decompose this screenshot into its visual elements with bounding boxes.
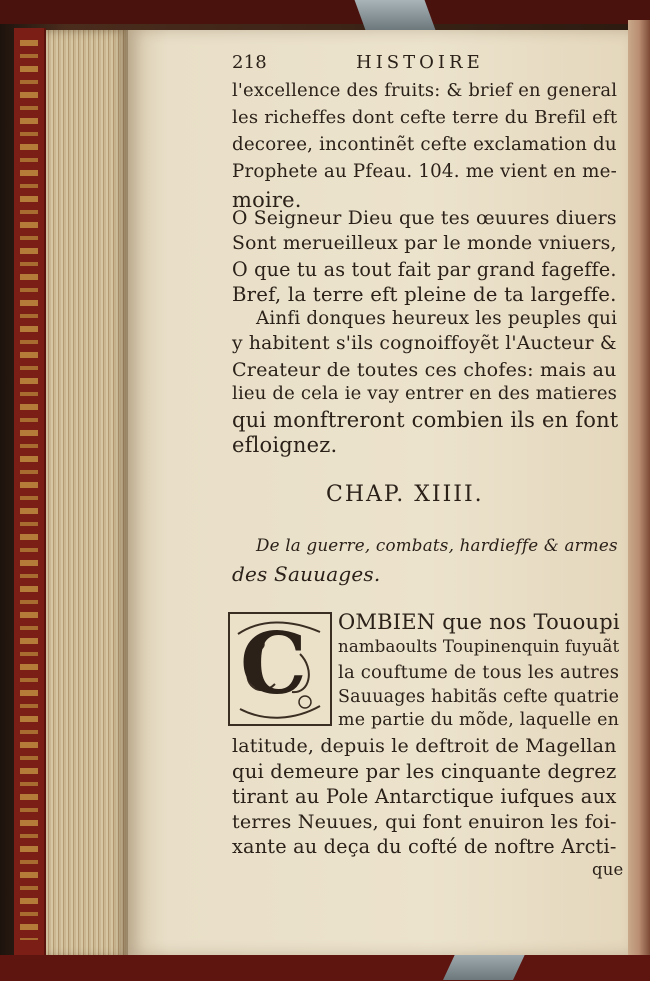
- cover-top-edge: [0, 0, 650, 24]
- text-line: l'excellence des fruits: & brief en general: [232, 80, 618, 101]
- body-line: latitude, depuis le deftroit de Magellan: [232, 735, 617, 757]
- body-line: terres Neuues, qui font enuiron les foi-: [232, 810, 617, 833]
- running-head-title: HISTOIRE: [356, 52, 484, 73]
- verse-line: O que tu as tout fait par grand fageffe.: [232, 258, 617, 281]
- chapter-subtitle: des Sauuages.: [232, 562, 381, 586]
- paragraph-line: qui monftreront combien ils en font: [232, 408, 619, 432]
- text-line: Prophete au Pfeau. 104. me vient en me-: [232, 161, 617, 182]
- body-line: tirant au Pole Antarctique iufques aux: [232, 785, 617, 808]
- verse-line: O Seigneur Dieu que tes œuures diuers: [232, 208, 617, 229]
- drop-cap-ornament: [228, 612, 332, 726]
- cover-bottom-edge: [0, 955, 650, 981]
- body-line: me partie du mõde, laquelle en: [338, 710, 620, 730]
- gilt-ornament-border: [20, 40, 38, 940]
- body-line: qui demeure par les cinquante degrez: [232, 760, 617, 783]
- body-line: Sauuages habitãs cefte quatrie: [338, 687, 620, 707]
- text-line: decoree, incontinẽt cefte exclamation du: [232, 134, 617, 155]
- body-line: la couftume de tous les autres: [338, 662, 620, 683]
- text-line: les richeffes dont cefte terre du Brefil eft: [232, 107, 618, 128]
- paragraph-line: Createur de toutes ces chofes: mais au: [232, 358, 617, 381]
- paragraph-line: y habitent s'ils cognoiffoyẽt l'Aucteur &: [232, 333, 617, 354]
- chapter-subtitle: De la guerre, combats, hardieffe & armes: [256, 535, 618, 555]
- catchword: que: [592, 860, 624, 879]
- verse-line: Bref, la terre eft pleine de ta largeffe.: [232, 283, 617, 306]
- paragraph-line: Ainfi donques heureux les peuples qui: [256, 308, 618, 329]
- body-line: nambaoults Toupinenquin fuyuãt: [338, 637, 620, 656]
- text-line: moire.: [232, 188, 302, 212]
- page-stack-edge: [46, 30, 128, 958]
- body-line: xante au deça du cofté de noftre Arcti-: [232, 835, 617, 858]
- page-number: 218: [232, 52, 267, 73]
- facing-page-edge: [628, 20, 650, 960]
- paragraph-line: lieu de cela ie vay entrer en des matieres: [232, 383, 618, 404]
- page-clip-top: [355, 0, 436, 30]
- body-line: OMBIEN que nos Tououpi: [338, 610, 620, 634]
- chapter-heading: CHAP. XIIII.: [326, 482, 484, 507]
- drop-cap-letter: C: [240, 614, 307, 713]
- verse-line: Sont merueilleux par le monde vniuers,: [232, 233, 617, 254]
- paragraph-line: efloignez.: [232, 433, 338, 457]
